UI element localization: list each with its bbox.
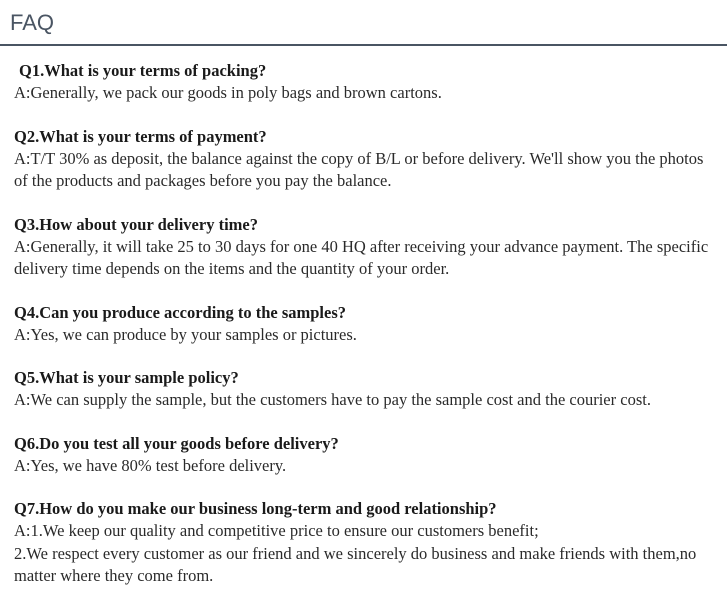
faq-item [14, 60, 720, 105]
faq-item [14, 367, 720, 412]
faq-question: Q4.Can you produce according to the samples? [14, 302, 346, 322]
page-title: FAQ [10, 10, 55, 35]
faq-question: Q3.How about your delivery time? [14, 214, 258, 234]
faq-item [14, 433, 720, 478]
faq-answer: A:We can supply the sample, but the customers have to pay the sample cost and the courier cost. [14, 390, 651, 409]
faq-question: Q6.Do you test all your goods before delivery? [14, 433, 339, 453]
faq-answer: A:1.We keep our quality and competitive price to ensure our customers benefit; [14, 521, 539, 540]
faq-header [0, 0, 727, 46]
faq-question: Q1.What is your terms of packing? [19, 61, 267, 80]
faq-item [14, 126, 720, 193]
faq-answer: A:Yes, we can produce by your samples or pictures. [14, 324, 357, 344]
faq-answer: 2.We respect every customer as our friend and we sincerely do business and make friends with them,no matter where they come from. [14, 543, 697, 585]
faq-answer: A:Yes, we have 80% test before delivery. [14, 455, 287, 475]
faq-item [14, 498, 720, 588]
faq-item [14, 214, 720, 281]
faq-item [14, 302, 720, 347]
faq-question: Q7.How do you make our business long-term and good relationship? [14, 499, 497, 518]
faq-answer: A:Generally, we pack our goods in poly bags and brown cartons. [14, 83, 442, 102]
faq-list [14, 60, 720, 609]
faq-question: Q5.What is your sample policy? [14, 368, 239, 387]
faq-answer: A:Generally, it will take 25 to 30 days for one 40 HQ after receiving your advance payment. The specific delivery time depends on the items and the quantity of your order. [14, 236, 709, 278]
faq-question: Q2.What is your terms of payment? [14, 126, 267, 146]
faq-answer: A:T/T 30% as deposit, the balance against the copy of B/L or before delivery. We'll show you the photos of the products and packages before you pay the balance. [14, 148, 704, 190]
